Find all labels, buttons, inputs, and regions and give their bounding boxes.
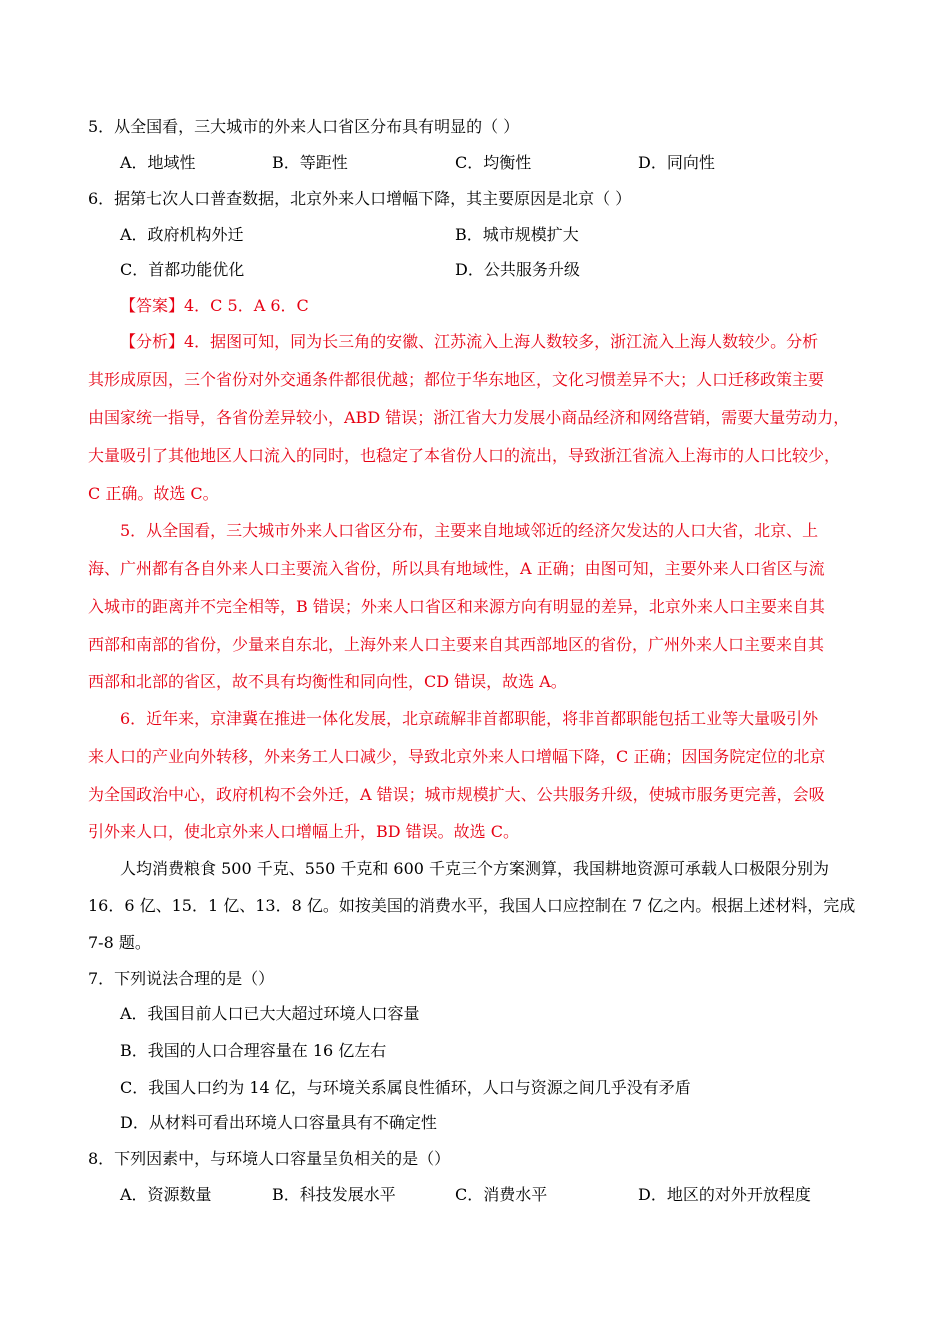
- q6-option-b: B．城市规模扩大: [455, 225, 579, 244]
- q6-option-c: C．首都功能优化: [120, 260, 245, 279]
- analysis-4-line-1: 【分析】4．据图可知，同为长三角的安徽、江苏流入上海人数较多，浙江流入上海人数较少。分析: [120, 332, 819, 351]
- analysis-5-line-1: 5．从全国看，三大城市外来人口省区分布，主要来自地域邻近的经济欠发达的人口大省，北京、上: [120, 521, 819, 540]
- analysis-4-line-4: 大量吸引了其他地区人口流入的同时，也稳定了本省份人口的流出，导致浙江省流入上海市的人口比较少，: [88, 446, 841, 465]
- q8-option-a: A．资源数量: [120, 1185, 212, 1204]
- material-line-3: 7-8 题。: [88, 933, 151, 952]
- q5-option-b: B．等距性: [272, 153, 348, 172]
- answer-line: 【答案】4．C 5．A 6．C: [120, 296, 309, 315]
- analysis-6-line-2: 来人口的产业向外转移，外来务工人口减少，导致北京外来人口增幅下降，C 正确；因国务院定位的北京: [88, 747, 826, 766]
- question-6-stem: 6．据第七次人口普查数据，北京外来人口增幅下降，其主要原因是北京（ ）: [88, 189, 632, 208]
- q6-option-d: D．公共服务升级: [455, 260, 580, 279]
- analysis-4-line-3: 由国家统一指导，各省份差异较小，ABD 错误；浙江省大力发展小商品经济和网络营销，需要大量劳动力，: [88, 408, 850, 427]
- question-5-stem: 5．从全国看，三大城市的外来人口省区分布具有明显的（ ）: [88, 117, 520, 136]
- material-line-1: 人均消费粮食 500 千克、550 千克和 600 千克三个方案测算，我国耕地资源可承载人口极限分别为: [120, 859, 830, 878]
- q8-option-c: C．消费水平: [455, 1185, 548, 1204]
- q7-option-a: A．我国目前人口已大大超过环境人口容量: [120, 1004, 420, 1023]
- q5-option-a: A．地域性: [120, 153, 196, 172]
- q6-option-a: A．政府机构外迁: [120, 225, 244, 244]
- q8-option-d: D．地区的对外开放程度: [638, 1185, 811, 1204]
- q5-option-c: C．均衡性: [455, 153, 532, 172]
- question-7-stem: 7．下列说法合理的是（）: [88, 969, 275, 988]
- analysis-4-line-5: C 正确。故选 C。: [88, 484, 219, 503]
- q7-option-b: B．我国的人口合理容量在 16 亿左右: [120, 1041, 387, 1060]
- q7-option-d: D．从材料可看出环境人口容量具有不确定性: [120, 1113, 437, 1132]
- analysis-5-line-4: 西部和南部的省份，少量来自东北，上海外来人口主要来自其西部地区的省份，广州外来人口主要来自其: [88, 635, 825, 654]
- q5-option-d: D．同向性: [638, 153, 715, 172]
- q7-option-c: C．我国人口约为 14 亿，与环境关系属良性循环，人口与资源之间几乎没有矛盾: [120, 1078, 691, 1097]
- analysis-4-line-2: 其形成原因，三个省份对外交通条件都很优越；都位于华东地区，文化习惯差异不大；人口迁移政策主要: [88, 370, 825, 389]
- analysis-6-line-4: 引外来人口，使北京外来人口增幅上升，BD 错误。故选 C。: [88, 822, 520, 841]
- analysis-5-line-2: 海、广州都有各自外来人口主要流入省份，所以具有地域性，A 正确；由图可知，主要外来人口省区与流: [88, 559, 825, 578]
- analysis-5-line-5: 西部和北部的省区，故不具有均衡性和同向性，CD 错误，故选 A。: [88, 672, 567, 691]
- analysis-5-line-3: 入城市的距离并不完全相等，B 错误；外来人口省区和来源方向有明显的差异，北京外来人口主要来自其: [88, 597, 825, 616]
- q8-option-b: B．科技发展水平: [272, 1185, 396, 1204]
- analysis-6-line-1: 6．近年来，京津冀在推进一体化发展，北京疏解非首都职能，将非首都职能包括工业等大量吸引外: [120, 709, 819, 728]
- material-line-2: 16．6 亿、15．1 亿、13．8 亿。如按美国的消费水平，我国人口应控制在 7 亿之内。根据上述材料，完成: [88, 896, 856, 915]
- analysis-6-line-3: 为全国政治中心，政府机构不会外迁，A 错误；城市规模扩大、公共服务升级，使城市服务更完善，会吸: [88, 785, 825, 804]
- question-8-stem: 8．下列因素中，与环境人口容量呈负相关的是（）: [88, 1149, 451, 1168]
